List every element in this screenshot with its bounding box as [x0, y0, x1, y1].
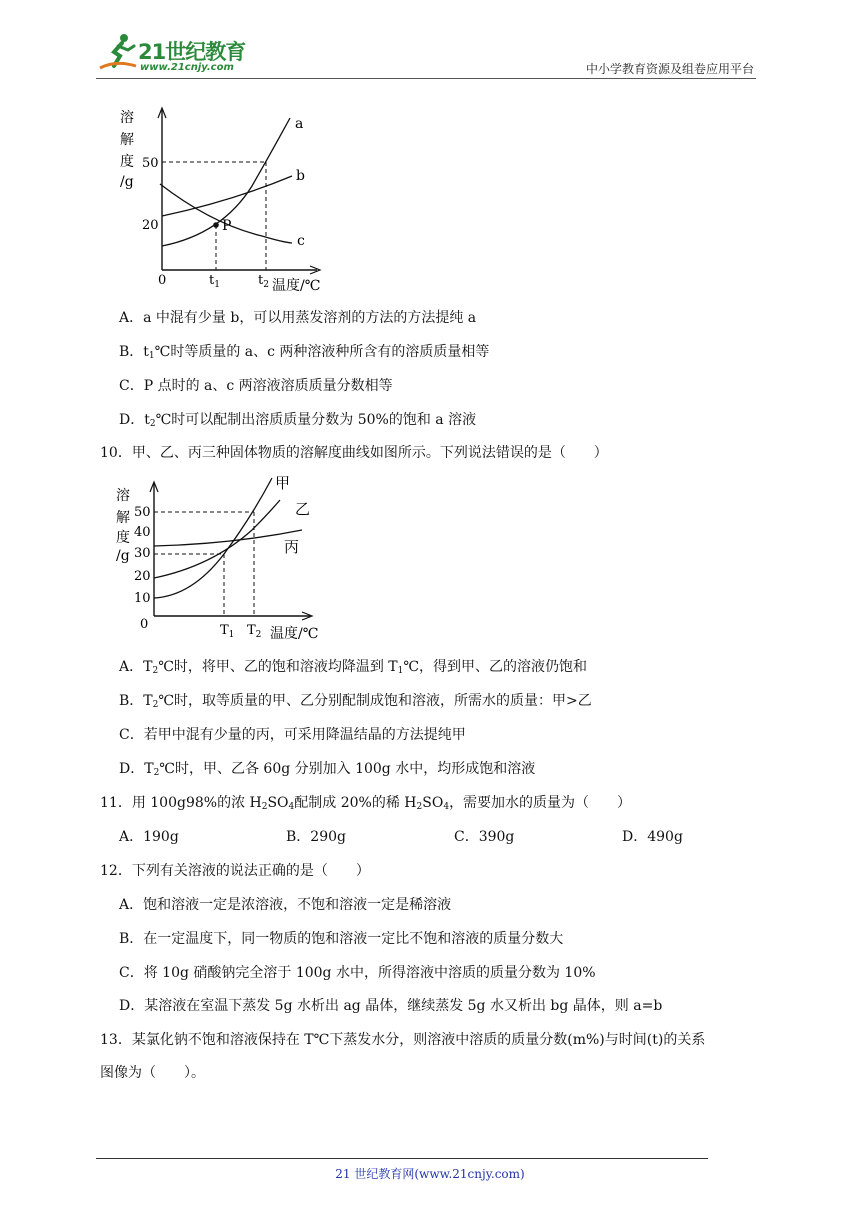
- q11-option-d: D．490g: [622, 829, 683, 845]
- q13-stem-line1: 13．某氯化钠不饱和溶液保持在 T℃下蒸发水分，则溶液中溶质的质量分数(m%)与时间(t)的关系: [100, 1032, 706, 1048]
- ylabel-char: 解: [116, 510, 130, 526]
- curve-bing: [154, 530, 302, 546]
- q12-option-b: B．在一定温度下，同一物质的饱和溶液一定比不饱和溶液的质量分数大: [119, 931, 564, 947]
- tick-label: 50: [134, 505, 151, 520]
- point-label: P: [222, 218, 232, 234]
- q10-stem: 10．甲、乙、丙三种固体物质的溶解度曲线如图所示。下列说法错误的是（ ）: [100, 445, 608, 461]
- q9-option-d: D．$t_2℃$时可以配制出溶质质量分数为 50%的饱和 a 溶液: [119, 412, 477, 429]
- tick-label: $T_2$: [247, 623, 262, 640]
- q12-option-a: A．饱和溶液一定是浓溶液，不饱和溶液一定是稀溶液: [119, 897, 452, 913]
- platform-title: 中小学教育资源及组卷应用平台: [585, 62, 754, 76]
- tick-label: 0: [140, 617, 149, 632]
- runner-logo-icon: [96, 32, 140, 72]
- ylabel-char: 度: [116, 530, 130, 546]
- tick-label: 0: [158, 273, 167, 288]
- ylabel-char: /g: [120, 174, 134, 190]
- curve-label: 乙: [295, 500, 311, 518]
- logo-text: 21世纪教育: [138, 40, 246, 64]
- xlabel: 温度/℃: [272, 278, 321, 294]
- q11-option-b: B．290g: [286, 829, 346, 845]
- q9-option-c: C．P 点时的 a、c 两溶液溶质质量分数相等: [119, 378, 393, 394]
- tick-label: 50: [142, 156, 159, 171]
- curve-c: [160, 184, 292, 243]
- q13-stem-line2: 图像为（ ）。: [100, 1065, 205, 1081]
- q9-option-a: A．a 中混有少量 b，可以用蒸发溶剂的方法的方法提纯 a: [119, 310, 477, 326]
- solubility-chart-jia-yi-bing: [112, 470, 332, 646]
- ylabel-char: 溶: [116, 488, 130, 504]
- ylabel-char: 溶: [120, 110, 134, 126]
- tick-label: $t_2$: [258, 273, 269, 290]
- solubility-chart-abc: [112, 106, 332, 296]
- q12-option-d: D．某溶液在室温下蒸发 5g 水析出 ag 晶体，继续蒸发 5g 水又析出 bg 晶体，则 a=b: [119, 998, 663, 1014]
- q12-option-c: C．将 10g 硝酸钠完全溶于 100g 水中，所得溶液中溶质的质量分数为 10%: [119, 965, 596, 981]
- curve-label: 甲: [275, 474, 291, 492]
- tick-label: 10: [134, 591, 151, 606]
- tick-label: 40: [134, 525, 151, 540]
- q10-option-b: B．$T_2℃$时，取等质量的甲、乙分别配制成饱和溶液，所需水的质量：甲>乙: [119, 693, 592, 710]
- q9-option-b: B．$t_1℃$时等质量的 a、c 两种溶液种所含有的溶质质量相等: [119, 344, 490, 361]
- page-footer: 21 世纪教育网(www.21cnjy.com): [335, 1167, 525, 1181]
- curve-label: b: [296, 168, 305, 184]
- tick-label: 30: [134, 546, 151, 561]
- q10-option-d: D．$T_2℃$时，甲、乙各 60g 分别加入 100g 水中，均形成饱和溶液: [119, 761, 536, 778]
- logo: [96, 32, 266, 76]
- curve-label: c: [297, 233, 305, 249]
- footer-divider: [96, 1158, 708, 1159]
- curve-label: 丙: [284, 538, 300, 556]
- xlabel: 温度/℃: [270, 626, 319, 642]
- curve-b: [162, 176, 292, 216]
- point-p: [213, 222, 219, 228]
- tick-label: 20: [142, 218, 159, 233]
- q10-option-a: A．$T_2℃$时，将甲、乙的饱和溶液均降温到 $T_1℃$，得到甲、乙的溶液仍饱和: [119, 659, 588, 676]
- curve-label: a: [295, 116, 304, 132]
- ylabel-char: 解: [120, 132, 134, 148]
- ylabel-char: 度: [120, 154, 134, 170]
- page-header: [96, 32, 756, 79]
- q12-stem: 12．下列有关溶液的说法正确的是（ ）: [100, 863, 370, 879]
- q10-option-c: C．若甲中混有少量的丙，可采用降温结晶的方法提纯甲: [119, 727, 466, 743]
- ylabel-char: /g: [116, 548, 130, 564]
- tick-label: $T_1$: [220, 623, 235, 640]
- q11-option-c: C．390g: [454, 829, 515, 845]
- logo-url: www.21cnjy.com: [140, 62, 234, 73]
- tick-label: 20: [134, 569, 151, 584]
- q11-option-a: A．190g: [119, 829, 179, 845]
- q11-stem: 11．用 100g98%的浓 $H_2SO_4$配制成 20%的稀 $H_2SO_4$，需要加水的质量为（ ）: [100, 795, 632, 812]
- tick-label: $t_1$: [209, 273, 220, 290]
